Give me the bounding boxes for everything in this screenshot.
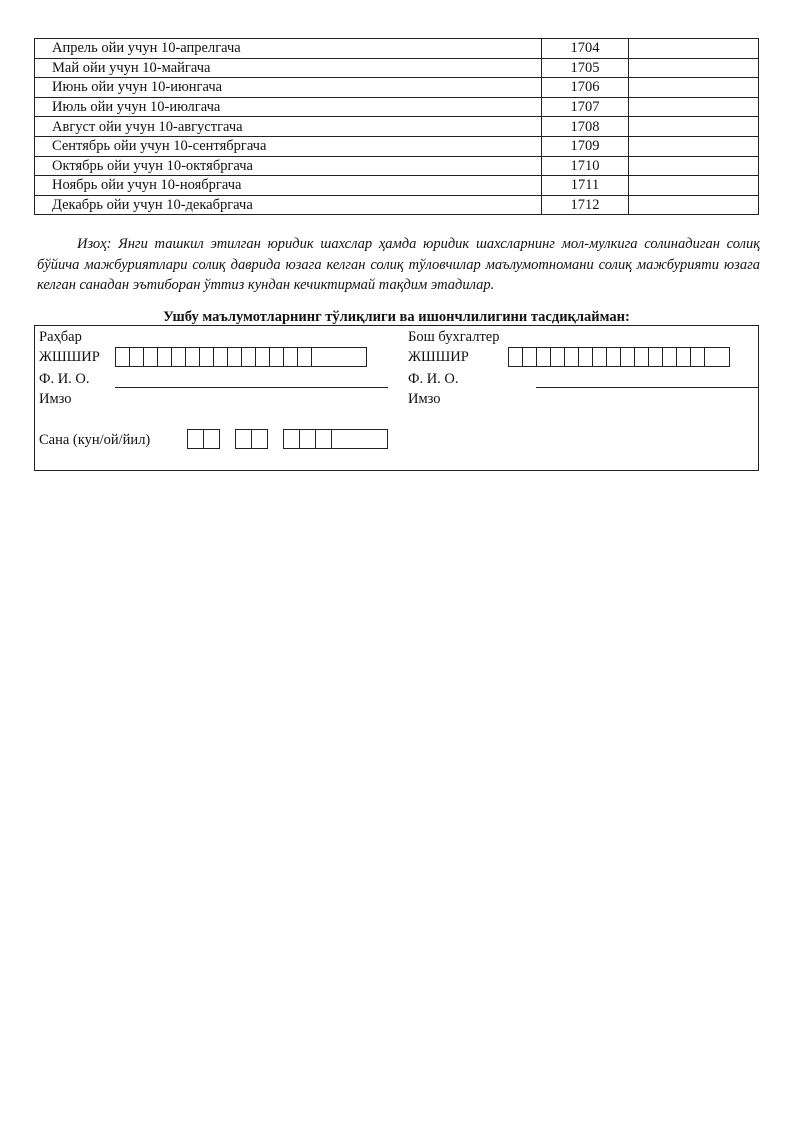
row-code: 1705 xyxy=(541,58,628,78)
value-cell[interactable] xyxy=(629,97,759,117)
confirmation-title: Ушбу маълумотларнинг тўлиқлиги ва ишончлилигини тасдиқлайман: xyxy=(163,309,630,325)
value-cell[interactable] xyxy=(629,58,759,78)
director-signature-label: Имзо xyxy=(39,391,72,407)
deadline-row xyxy=(35,78,759,98)
row-code: 1711 xyxy=(541,176,628,196)
director-id-field[interactable] xyxy=(115,347,367,367)
deadline-row xyxy=(35,39,759,59)
row-code: 1709 xyxy=(541,136,628,156)
director-id-label: ЖШШИР xyxy=(39,349,100,365)
accountant-id-label: ЖШШИР xyxy=(408,349,469,365)
director-label: Раҳбар xyxy=(39,329,82,345)
deadline-row xyxy=(35,117,759,137)
date-day-field[interactable] xyxy=(187,429,220,449)
deadline-row xyxy=(35,58,759,78)
deadline-label: Ноябрь ойи учун 10-ноябргача xyxy=(35,176,542,196)
value-cell[interactable] xyxy=(629,39,759,59)
accountant-name-label: Ф. И. О. xyxy=(408,371,459,387)
deadline-row xyxy=(35,156,759,176)
row-code: 1708 xyxy=(541,117,628,137)
deadline-label: Сентябрь ойи учун 10-сентябргача xyxy=(35,136,542,156)
value-cell[interactable] xyxy=(629,78,759,98)
deadline-label: Август ойи учун 10-августгача xyxy=(35,117,542,137)
value-cell[interactable] xyxy=(629,195,759,215)
date-year-field[interactable] xyxy=(283,429,388,449)
director-name-label: Ф. И. О. xyxy=(39,371,90,387)
signature-box xyxy=(34,325,759,471)
deadline-label: Июль ойи учун 10-июлгача xyxy=(35,97,542,117)
deadline-label: Июнь ойи учун 10-июнгача xyxy=(35,78,542,98)
date-month-field[interactable] xyxy=(235,429,268,449)
row-code: 1712 xyxy=(541,195,628,215)
director-name-line[interactable] xyxy=(115,387,388,388)
deadline-row xyxy=(35,195,759,215)
row-code: 1710 xyxy=(541,156,628,176)
deadline-label: Апрель ойи учун 10-апрелгача xyxy=(35,39,542,59)
deadline-label: Май ойи учун 10-майгача xyxy=(35,58,542,78)
deadline-label: Декабрь ойи учун 10-декабргача xyxy=(35,195,542,215)
accountant-id-field[interactable] xyxy=(508,347,730,367)
value-cell[interactable] xyxy=(629,136,759,156)
row-code: 1706 xyxy=(541,78,628,98)
deadline-row xyxy=(35,97,759,117)
value-cell[interactable] xyxy=(629,176,759,196)
deadline-row xyxy=(35,176,759,196)
value-cell[interactable] xyxy=(629,156,759,176)
deadline-row xyxy=(35,136,759,156)
deadline-label: Октябрь ойи учун 10-октябргача xyxy=(35,156,542,176)
value-cell[interactable] xyxy=(629,117,759,137)
accountant-label: Бош бухгалтер xyxy=(408,329,500,345)
note-paragraph: Изоҳ: Янги ташкил этилган юридик шахслар ҳамда юридик шахсларнинг мол-мулкига солинадиган солиқ бўйича мажбуриятлари солиқ даврида юзага келган солиқ тўловчилар маълумотномани солиқ мажбурияти юзага келган санадан эътиборан ўттиз кундан кечиктирмай тақдим этадилар. xyxy=(37,236,760,293)
row-code: 1704 xyxy=(541,39,628,59)
deadline-table xyxy=(34,38,759,215)
accountant-name-line[interactable] xyxy=(536,387,758,388)
accountant-signature-label: Имзо xyxy=(408,391,441,407)
row-code: 1707 xyxy=(541,97,628,117)
date-label: Сана (кун/ой/йил) xyxy=(39,432,151,448)
